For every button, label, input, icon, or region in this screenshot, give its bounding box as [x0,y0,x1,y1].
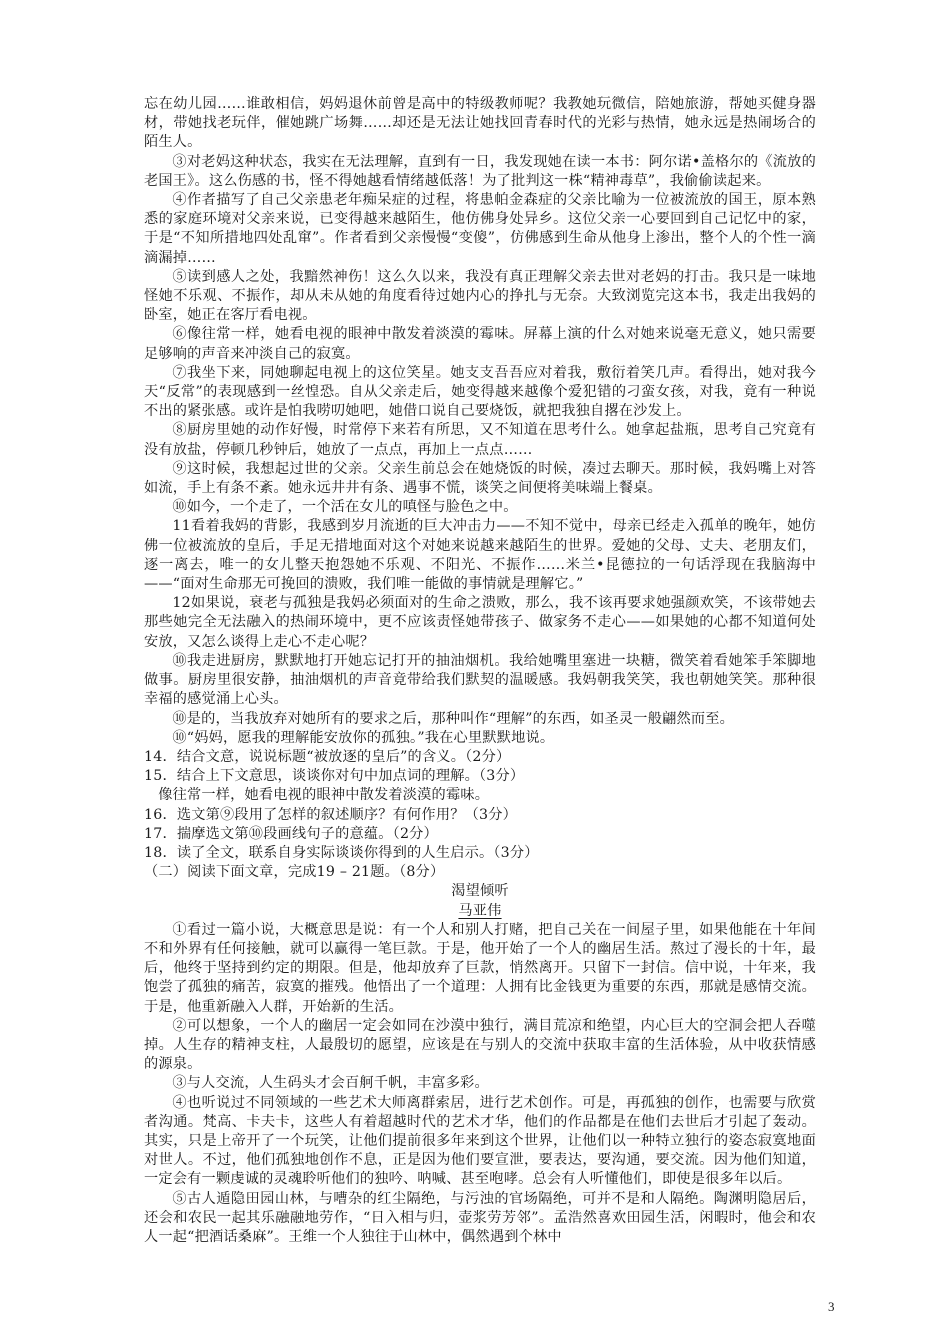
paragraph-10: ⑩如今，一个走了，一个活在女儿的嗔怪与脸色之中。 [172,499,518,516]
paragraph-15: ⑩“妈妈，愿我的理解能安放你的孤独。”我在心里默默地说。 [172,729,555,746]
article-paragraph-3: ③与人交流，人生码头才会百舸千帆，丰富多彩。 [172,1075,489,1092]
question-18: 18．读了全文，联系自身实际谈谈你得到的人生启示。（3分） [144,844,539,861]
paragraph-14: ⑩是的，当我放弃对她所有的要求之后，那种叫作“理解”的东西，如圣灵一般翩然而至。 [172,710,735,727]
page-content [144,95,816,1247]
question-16: 16．选文第⑨段用了怎样的叙述顺序？有何作用？（3分） [144,806,517,823]
question-17: 17．揣摩选文第⑩段画线句子的意蕴。（2分） [144,825,438,842]
paragraph-continued: 忘在幼儿园……谁敢相信，妈妈退休前曾是高中的特级教师呢？我教她玩微信，陪她旅游，帮她买健身器材，带她找老玩伴，催她跳广场舞……却还是无法让她找回青春时代的光彩与热情，她永远是热闹场合的陌生人。 [144,96,816,151]
paragraph-3: ③对老妈这种状态，我实在无法理解，直到有一日，我发现她在读一本书：阿尔诺•盖格尔的《流放的老国王》。这么伤感的书，怪不得她越看情绪越低落！为了批判这一株“精神毒草”，我偷偷读起来。 [144,153,816,189]
question-15-quote: 像往常一样，她看电视的眼神中散发着淡漠的霉味。 [158,787,490,804]
article-paragraph-1: ①看过一篇小说，大概意思是说：有一个人和别人打赌，把自己关在一间屋子里，如果他能在十年间不和外界有任何接触，就可以赢得一笔巨款。于是，他开始了一个人的幽居生活。熬过了漫长的十年，最后，他终于坚持到约定的期限。但是，他却放弃了巨款，悄然离开。只留下一封信。信中说，十年来，我饱尝了孤独的痛苦，寂寞的摧残。他悟出了一个道理：人拥有比金钱更为重要的东西，那就是感情交流。于是，他重新融入人群，开始新的生活。 [144,921,816,1015]
article-paragraph-4: ④也听说过不同领域的一些艺术大师离群索居，进行艺术创作。可是，再孤独的创作，也需要与欣赏者沟通。梵高、卡夫卡，这些人有着超越时代的艺术才华，他们的作品都是在他们去世后才引起了轰动。其实，只是上帝开了一个玩笑，让他们提前很多年来到这个世界，让他们以一种特立独行的姿态寂寞地面对世人。不过，他们孤独地创作不息，正是因为他们要宣泄，要表达，要沟通，要交流。因为他们知道，一定会有一颗虔诚的灵魂聆听他们的独吟、呐喊、甚至咆哮。总会有人听懂他们，即使是很多年以后。 [144,1094,816,1188]
paragraph-6: ⑥像往常一样，她看电视的眼神中散发着淡漠的霉味。屏幕上演的什么对她来说毫无意义，她只需要足够响的声音来冲淡自己的寂寞。 [144,326,816,362]
paragraph-11: 11看着我妈的背影，我感到岁月流逝的巨大冲击力——不知不觉中，母亲已经走入孤单的晚年，她仿佛一位被流放的皇后，手足无措地面对这个对她来说越来越陌生的世界。爱她的父母、丈夫、老朋友们，逐一离去，唯一的女儿整天抱怨她不乐观、不阳光、不振作……米兰•昆德拉的一句话浮现在我脑海中——“面对生命那无可挽回的溃败，我们唯一能做的事情就是理解它。” [144,518,816,593]
paragraph-9: ⑨这时候，我想起过世的父亲。父亲生前总会在她烧饭的时候，凑过去聊天。那时候，我妈嘴上对答如流，手上有条不紊。她永远井井有条、遇事不慌，谈笑之间便将美味端上餐桌。 [144,460,816,497]
question-15: 15．结合上下文意思，谈谈你对句中加点词的理解。（3分） [144,768,525,785]
article-paragraph-2: ②可以想象，一个人的幽居一定会如同在沙漠中独行，满目荒凉和绝望，内心巨大的空洞会把人吞噬掉。人生存的精神支柱，人最殷切的愿望，应该是在与别人的交流中获取丰富的生活体验，从中收获情感的源泉。 [144,1017,816,1073]
paragraph-5: ⑤读到感人之处，我黯然神伤！这么久以来，我没有真正理解父亲去世对老妈的打击。我只是一味地怪她不乐观、不振作，却从未从她的角度看待过她内心的挣扎与无奈。大致浏览完这本书，我走出我妈的卧室，她正在客厅看电视。 [144,268,816,324]
question-14: 14．结合文意，说说标题“被放逐的皇后”的含义。（2分） [144,748,511,765]
page-number: 3 [828,1299,835,1314]
article-title: 渴望倾听 [451,883,509,900]
section-2-intro: （二）阅读下面文章，完成19 – 21题。（8分） [144,864,445,881]
paragraph-12: 12如果说，衰老与孤独是我妈必须面对的生命之溃败，那么，我不该再要求她强颜欢笑，不该带她去那些她完全无法融入的热闹环境中，更不应该责怪她带孩子、做家务不走心——如果她的心都不知道何处安放，又怎么谈得上走心不走心呢？ [144,595,816,650]
article-author: 马亚伟 [458,902,502,919]
paragraph-7: ⑦我坐下来，同她聊起电视上的这位笑星。她支支吾吾应对着我，敷衍着笑几声。看得出，她对我今天“反常”的表现感到一丝惶恐。自从父亲走后，她变得越来越像个爱犯错的刁蛮女孩，对我，竟有一种说不出的紧张感。或许是怕我唠叨她吧，她借口说自己要烧饭，就把我独自撂在沙发上。 [144,364,816,420]
paragraph-4: ④作者描写了自己父亲患老年痴呆症的过程，将患帕金森症的父亲比喻为一位被流放的国王，原本熟悉的家庭环境对父亲来说，已变得越来越陌生，他仿佛身处异乡。这位父亲一心要回到自己记忆中的家，于是“不知所措地四处乱窜”。作者看到父亲慢慢“变傻”，仿佛感到生命从他身上渗出，整个人的个性一滴滴漏掉…… [144,192,816,266]
article-author-line [144,902,816,921]
article-paragraph-5: ⑤古人遁隐田园山林，与嘈杂的红尘隔绝，与污浊的官场隔绝，可并不是和人隔绝。陶渊明隐居后，还会和农民一起其乐融融地劳作，“日入相与归，壶浆劳芳邻”。孟浩然喜欢田园生活，闲暇时，他会和农人一起“把酒话桑麻”。王维一个人独往于山林中，偶然遇到个林中 [144,1190,816,1245]
paragraph-8: ⑧厨房里她的动作好慢，时常停下来若有所思，又不知道在思考什么。她拿起盐瓶，思考自己究竟有没有放盐，停顿几秒钟后，她放了一点点，再加上一点点…… [144,422,816,458]
paragraph-13: ⑩我走进厨房，默默地打开她忘记打开的抽油烟机。我给她嘴里塞进一块糖，微笑着看她笨手笨脚地做事。厨房里很安静，抽油烟机的声音竟带给我们默契的温暖感。我妈朝我笑笑，我也朝她笑笑。那种很幸福的感觉涌上心头。 [144,652,816,708]
